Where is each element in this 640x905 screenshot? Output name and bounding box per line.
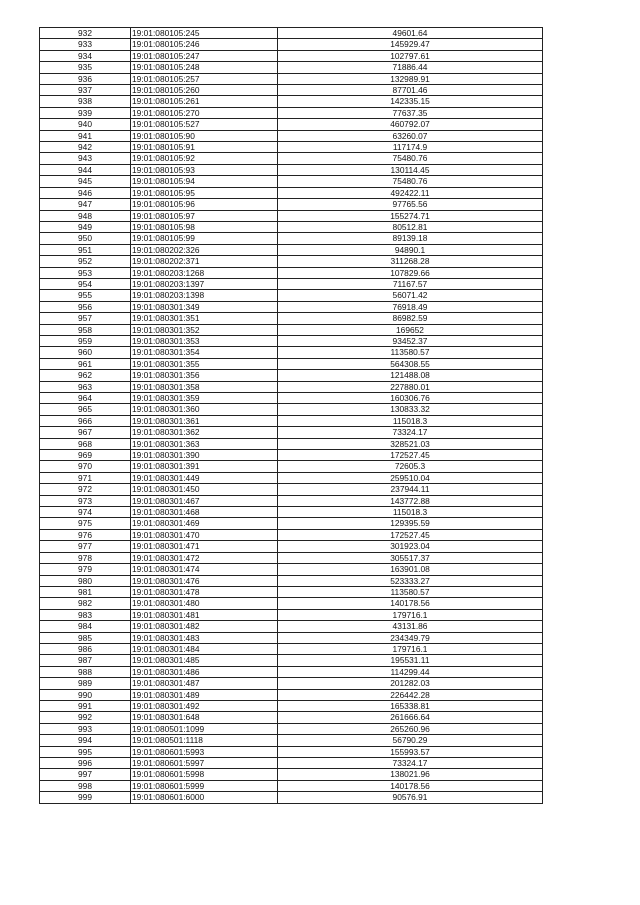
cadastral-number-cell: 19:01:080301:363 — [131, 438, 278, 449]
amount-cell: 113580.57 — [278, 347, 543, 358]
amount-cell: 179716.1 — [278, 643, 543, 654]
cadastral-number-cell: 19:01:080301:355 — [131, 358, 278, 369]
cadastral-number-cell: 19:01:080301:391 — [131, 461, 278, 472]
cadastral-number-cell: 19:01:080601:5997 — [131, 758, 278, 769]
table-row — [40, 450, 543, 461]
cadastral-number-cell: 19:01:080203:1268 — [131, 267, 278, 278]
amount-cell: 163901.08 — [278, 564, 543, 575]
row-number-cell: 975 — [40, 518, 131, 529]
table-row — [40, 427, 543, 438]
cadastral-number-cell: 19:01:080301:483 — [131, 632, 278, 643]
cadastral-number-cell: 19:01:080301:349 — [131, 301, 278, 312]
table-row — [40, 393, 543, 404]
cadastral-number-cell: 19:01:080301:474 — [131, 564, 278, 575]
cadastral-number-cell: 19:01:080301:485 — [131, 655, 278, 666]
cadastral-number-cell: 19:01:080301:481 — [131, 609, 278, 620]
cadastral-number-cell: 19:01:080105:260 — [131, 85, 278, 96]
table-row — [40, 199, 543, 210]
cadastral-number-cell: 19:01:080203:1397 — [131, 278, 278, 289]
row-number-cell: 979 — [40, 564, 131, 575]
row-number-cell: 966 — [40, 415, 131, 426]
amount-cell: 115018.3 — [278, 415, 543, 426]
table-row — [40, 119, 543, 130]
cadastral-number-cell: 19:01:080301:362 — [131, 427, 278, 438]
amount-cell: 71886.44 — [278, 62, 543, 73]
cadastral-number-cell: 19:01:080601:5999 — [131, 780, 278, 791]
row-number-cell: 994 — [40, 735, 131, 746]
cadastral-number-cell: 19:01:080202:371 — [131, 256, 278, 267]
table-row — [40, 347, 543, 358]
amount-cell: 107829.66 — [278, 267, 543, 278]
amount-cell: 179716.1 — [278, 609, 543, 620]
table-row — [40, 780, 543, 791]
row-number-cell: 989 — [40, 678, 131, 689]
amount-cell: 140178.56 — [278, 780, 543, 791]
table-row — [40, 461, 543, 472]
table-row — [40, 472, 543, 483]
amount-cell: 142335.15 — [278, 96, 543, 107]
table-row — [40, 50, 543, 61]
amount-cell: 460792.07 — [278, 119, 543, 130]
table-row — [40, 335, 543, 346]
amount-cell: 86982.59 — [278, 313, 543, 324]
amount-cell: 138021.96 — [278, 769, 543, 780]
table-row — [40, 438, 543, 449]
amount-cell: 71167.57 — [278, 278, 543, 289]
table-row — [40, 643, 543, 654]
row-number-cell: 963 — [40, 381, 131, 392]
row-number-cell: 983 — [40, 609, 131, 620]
table-row — [40, 769, 543, 780]
amount-cell: 261666.64 — [278, 712, 543, 723]
amount-cell: 130114.45 — [278, 164, 543, 175]
table-row — [40, 39, 543, 50]
table-row — [40, 632, 543, 643]
row-number-cell: 948 — [40, 210, 131, 221]
table-row — [40, 484, 543, 495]
cadastral-number-cell: 19:01:080501:1118 — [131, 735, 278, 746]
cadastral-number-cell: 19:01:080301:358 — [131, 381, 278, 392]
row-number-cell: 985 — [40, 632, 131, 643]
amount-cell: 89139.18 — [278, 233, 543, 244]
amount-cell: 56071.42 — [278, 290, 543, 301]
row-number-cell: 961 — [40, 358, 131, 369]
table-row — [40, 73, 543, 84]
row-number-cell: 997 — [40, 769, 131, 780]
row-number-cell: 953 — [40, 267, 131, 278]
table-row — [40, 62, 543, 73]
row-number-cell: 939 — [40, 107, 131, 118]
amount-cell: 114299.44 — [278, 666, 543, 677]
table-row — [40, 313, 543, 324]
row-number-cell: 971 — [40, 472, 131, 483]
cadastral-number-cell: 19:01:080301:489 — [131, 689, 278, 700]
table-row — [40, 142, 543, 153]
cadastral-number-cell: 19:01:080301:470 — [131, 529, 278, 540]
row-number-cell: 941 — [40, 130, 131, 141]
table-row — [40, 370, 543, 381]
table-row — [40, 107, 543, 118]
cadastral-number-cell: 19:01:080301:353 — [131, 335, 278, 346]
row-number-cell: 944 — [40, 164, 131, 175]
cadastral-number-cell: 19:01:080105:90 — [131, 130, 278, 141]
table-row — [40, 415, 543, 426]
cadastral-number-cell: 19:01:080501:1099 — [131, 723, 278, 734]
table-row — [40, 278, 543, 289]
data-table — [39, 27, 543, 804]
amount-cell: 145929.47 — [278, 39, 543, 50]
row-number-cell: 995 — [40, 746, 131, 757]
row-number-cell: 957 — [40, 313, 131, 324]
cadastral-number-cell: 19:01:080105:99 — [131, 233, 278, 244]
table-row — [40, 541, 543, 552]
amount-cell: 201282.03 — [278, 678, 543, 689]
table-row — [40, 507, 543, 518]
cadastral-number-cell: 19:01:080301:478 — [131, 586, 278, 597]
table-row — [40, 381, 543, 392]
cadastral-number-cell: 19:01:080105:527 — [131, 119, 278, 130]
cadastral-number-cell: 19:01:080301:492 — [131, 700, 278, 711]
table-row — [40, 609, 543, 620]
table-row — [40, 758, 543, 769]
table-row — [40, 666, 543, 677]
table-row — [40, 575, 543, 586]
amount-cell: 121488.08 — [278, 370, 543, 381]
row-number-cell: 936 — [40, 73, 131, 84]
cadastral-number-cell: 19:01:080301:480 — [131, 598, 278, 609]
table-row — [40, 518, 543, 529]
amount-cell: 259510.04 — [278, 472, 543, 483]
row-number-cell: 960 — [40, 347, 131, 358]
table-row — [40, 689, 543, 700]
row-number-cell: 996 — [40, 758, 131, 769]
cadastral-number-cell: 19:01:080105:92 — [131, 153, 278, 164]
amount-cell: 155274.71 — [278, 210, 543, 221]
row-number-cell: 968 — [40, 438, 131, 449]
row-number-cell: 967 — [40, 427, 131, 438]
cadastral-number-cell: 19:01:080601:5998 — [131, 769, 278, 780]
row-number-cell: 990 — [40, 689, 131, 700]
cadastral-number-cell: 19:01:080301:356 — [131, 370, 278, 381]
amount-cell: 102797.61 — [278, 50, 543, 61]
row-number-cell: 943 — [40, 153, 131, 164]
cadastral-number-cell: 19:01:080301:471 — [131, 541, 278, 552]
cadastral-number-cell: 19:01:080105:96 — [131, 199, 278, 210]
amount-cell: 76918.49 — [278, 301, 543, 312]
cadastral-number-cell: 19:01:080301:352 — [131, 324, 278, 335]
cadastral-number-cell: 19:01:080105:247 — [131, 50, 278, 61]
table-row — [40, 655, 543, 666]
table-row — [40, 700, 543, 711]
table-row — [40, 290, 543, 301]
cadastral-number-cell: 19:01:080301:354 — [131, 347, 278, 358]
amount-cell: 172527.45 — [278, 450, 543, 461]
cadastral-number-cell: 19:01:080301:487 — [131, 678, 278, 689]
amount-cell: 143772.88 — [278, 495, 543, 506]
cadastral-number-cell: 19:01:080105:93 — [131, 164, 278, 175]
cadastral-number-cell: 19:01:080301:351 — [131, 313, 278, 324]
row-number-cell: 949 — [40, 221, 131, 232]
cadastral-number-cell: 19:01:080105:98 — [131, 221, 278, 232]
cadastral-number-cell: 19:01:080301:476 — [131, 575, 278, 586]
table-row — [40, 586, 543, 597]
amount-cell: 265260.96 — [278, 723, 543, 734]
amount-cell: 72605.3 — [278, 461, 543, 472]
cadastral-number-cell: 19:01:080105:97 — [131, 210, 278, 221]
cadastral-number-cell: 19:01:080202:326 — [131, 244, 278, 255]
table-row — [40, 153, 543, 164]
row-number-cell: 965 — [40, 404, 131, 415]
cadastral-number-cell: 19:01:080301:359 — [131, 393, 278, 404]
amount-cell: 75480.76 — [278, 153, 543, 164]
table-body — [40, 28, 543, 804]
row-number-cell: 972 — [40, 484, 131, 495]
table-row — [40, 746, 543, 757]
amount-cell: 93452.37 — [278, 335, 543, 346]
cadastral-number-cell: 19:01:080203:1398 — [131, 290, 278, 301]
row-number-cell: 942 — [40, 142, 131, 153]
amount-cell: 73324.17 — [278, 427, 543, 438]
row-number-cell: 945 — [40, 176, 131, 187]
amount-cell: 73324.17 — [278, 758, 543, 769]
cadastral-number-cell: 19:01:080301:360 — [131, 404, 278, 415]
table-row — [40, 712, 543, 723]
row-number-cell: 932 — [40, 28, 131, 39]
row-number-cell: 977 — [40, 541, 131, 552]
table-row — [40, 358, 543, 369]
table-row — [40, 404, 543, 415]
table-row — [40, 529, 543, 540]
row-number-cell: 954 — [40, 278, 131, 289]
amount-cell: 90576.91 — [278, 792, 543, 803]
amount-cell: 94890.1 — [278, 244, 543, 255]
table-row — [40, 678, 543, 689]
cadastral-number-cell: 19:01:080105:94 — [131, 176, 278, 187]
row-number-cell: 980 — [40, 575, 131, 586]
row-number-cell: 935 — [40, 62, 131, 73]
table-row — [40, 176, 543, 187]
cadastral-number-cell: 19:01:080301:469 — [131, 518, 278, 529]
table-row — [40, 96, 543, 107]
table-row — [40, 552, 543, 563]
table-row — [40, 28, 543, 39]
amount-cell: 564308.55 — [278, 358, 543, 369]
amount-cell: 227880.01 — [278, 381, 543, 392]
amount-cell: 305517.37 — [278, 552, 543, 563]
cadastral-number-cell: 19:01:080105:245 — [131, 28, 278, 39]
cadastral-number-cell: 19:01:080601:6000 — [131, 792, 278, 803]
cadastral-number-cell: 19:01:080105:95 — [131, 187, 278, 198]
table-row — [40, 221, 543, 232]
row-number-cell: 982 — [40, 598, 131, 609]
table-row — [40, 267, 543, 278]
row-number-cell: 952 — [40, 256, 131, 267]
amount-cell: 234349.79 — [278, 632, 543, 643]
amount-cell: 328521.03 — [278, 438, 543, 449]
amount-cell: 130833.32 — [278, 404, 543, 415]
row-number-cell: 976 — [40, 529, 131, 540]
amount-cell: 77637.35 — [278, 107, 543, 118]
table-row — [40, 244, 543, 255]
row-number-cell: 950 — [40, 233, 131, 244]
amount-cell: 140178.56 — [278, 598, 543, 609]
cadastral-number-cell: 19:01:080301:468 — [131, 507, 278, 518]
row-number-cell: 981 — [40, 586, 131, 597]
amount-cell: 63260.07 — [278, 130, 543, 141]
cadastral-number-cell: 19:01:080301:648 — [131, 712, 278, 723]
amount-cell: 226442.28 — [278, 689, 543, 700]
row-number-cell: 988 — [40, 666, 131, 677]
row-number-cell: 969 — [40, 450, 131, 461]
table-row — [40, 301, 543, 312]
table-row — [40, 792, 543, 803]
row-number-cell: 999 — [40, 792, 131, 803]
cadastral-number-cell: 19:01:080105:261 — [131, 96, 278, 107]
amount-cell: 115018.3 — [278, 507, 543, 518]
amount-cell: 87701.46 — [278, 85, 543, 96]
amount-cell: 237944.11 — [278, 484, 543, 495]
table-row — [40, 324, 543, 335]
cadastral-number-cell: 19:01:080301:486 — [131, 666, 278, 677]
amount-cell: 80512.81 — [278, 221, 543, 232]
row-number-cell: 964 — [40, 393, 131, 404]
row-number-cell: 984 — [40, 621, 131, 632]
row-number-cell: 986 — [40, 643, 131, 654]
amount-cell: 132989.91 — [278, 73, 543, 84]
table-row — [40, 495, 543, 506]
row-number-cell: 993 — [40, 723, 131, 734]
table-row — [40, 723, 543, 734]
row-number-cell: 958 — [40, 324, 131, 335]
row-number-cell: 947 — [40, 199, 131, 210]
table-row — [40, 735, 543, 746]
table-row — [40, 164, 543, 175]
amount-cell: 169652 — [278, 324, 543, 335]
cadastral-number-cell: 19:01:080105:246 — [131, 39, 278, 50]
cadastral-number-cell: 19:01:080301:361 — [131, 415, 278, 426]
amount-cell: 49601.64 — [278, 28, 543, 39]
row-number-cell: 937 — [40, 85, 131, 96]
cadastral-number-cell: 19:01:080601:5993 — [131, 746, 278, 757]
amount-cell: 75480.76 — [278, 176, 543, 187]
amount-cell: 56790.29 — [278, 735, 543, 746]
row-number-cell: 978 — [40, 552, 131, 563]
amount-cell: 155993.57 — [278, 746, 543, 757]
row-number-cell: 987 — [40, 655, 131, 666]
amount-cell: 165338.81 — [278, 700, 543, 711]
cadastral-number-cell: 19:01:080301:482 — [131, 621, 278, 632]
row-number-cell: 962 — [40, 370, 131, 381]
table-row — [40, 85, 543, 96]
table-row — [40, 598, 543, 609]
cadastral-number-cell: 19:01:080105:270 — [131, 107, 278, 118]
row-number-cell: 951 — [40, 244, 131, 255]
row-number-cell: 934 — [40, 50, 131, 61]
cadastral-number-cell: 19:01:080301:472 — [131, 552, 278, 563]
cadastral-number-cell: 19:01:080301:467 — [131, 495, 278, 506]
row-number-cell: 955 — [40, 290, 131, 301]
row-number-cell: 991 — [40, 700, 131, 711]
cadastral-number-cell: 19:01:080301:390 — [131, 450, 278, 461]
table-row — [40, 621, 543, 632]
row-number-cell: 974 — [40, 507, 131, 518]
table-row — [40, 256, 543, 267]
amount-cell: 172527.45 — [278, 529, 543, 540]
row-number-cell: 992 — [40, 712, 131, 723]
amount-cell: 311268.28 — [278, 256, 543, 267]
amount-cell: 492422.11 — [278, 187, 543, 198]
amount-cell: 301923.04 — [278, 541, 543, 552]
amount-cell: 113580.57 — [278, 586, 543, 597]
row-number-cell: 973 — [40, 495, 131, 506]
amount-cell: 43131.86 — [278, 621, 543, 632]
row-number-cell: 998 — [40, 780, 131, 791]
row-number-cell: 946 — [40, 187, 131, 198]
row-number-cell: 940 — [40, 119, 131, 130]
table-row — [40, 210, 543, 221]
cadastral-number-cell: 19:01:080301:449 — [131, 472, 278, 483]
table-row — [40, 233, 543, 244]
table-row — [40, 130, 543, 141]
cadastral-number-cell: 19:01:080105:257 — [131, 73, 278, 84]
row-number-cell: 933 — [40, 39, 131, 50]
row-number-cell: 938 — [40, 96, 131, 107]
cadastral-number-cell: 19:01:080301:450 — [131, 484, 278, 495]
table-row — [40, 187, 543, 198]
cadastral-number-cell: 19:01:080105:91 — [131, 142, 278, 153]
amount-cell: 160306.76 — [278, 393, 543, 404]
cadastral-number-cell: 19:01:080105:248 — [131, 62, 278, 73]
cadastral-number-cell: 19:01:080301:484 — [131, 643, 278, 654]
amount-cell: 97765.56 — [278, 199, 543, 210]
amount-cell: 195531.11 — [278, 655, 543, 666]
row-number-cell: 956 — [40, 301, 131, 312]
amount-cell: 523333.27 — [278, 575, 543, 586]
row-number-cell: 959 — [40, 335, 131, 346]
row-number-cell: 970 — [40, 461, 131, 472]
table-row — [40, 564, 543, 575]
amount-cell: 129395.59 — [278, 518, 543, 529]
amount-cell: 117174.9 — [278, 142, 543, 153]
